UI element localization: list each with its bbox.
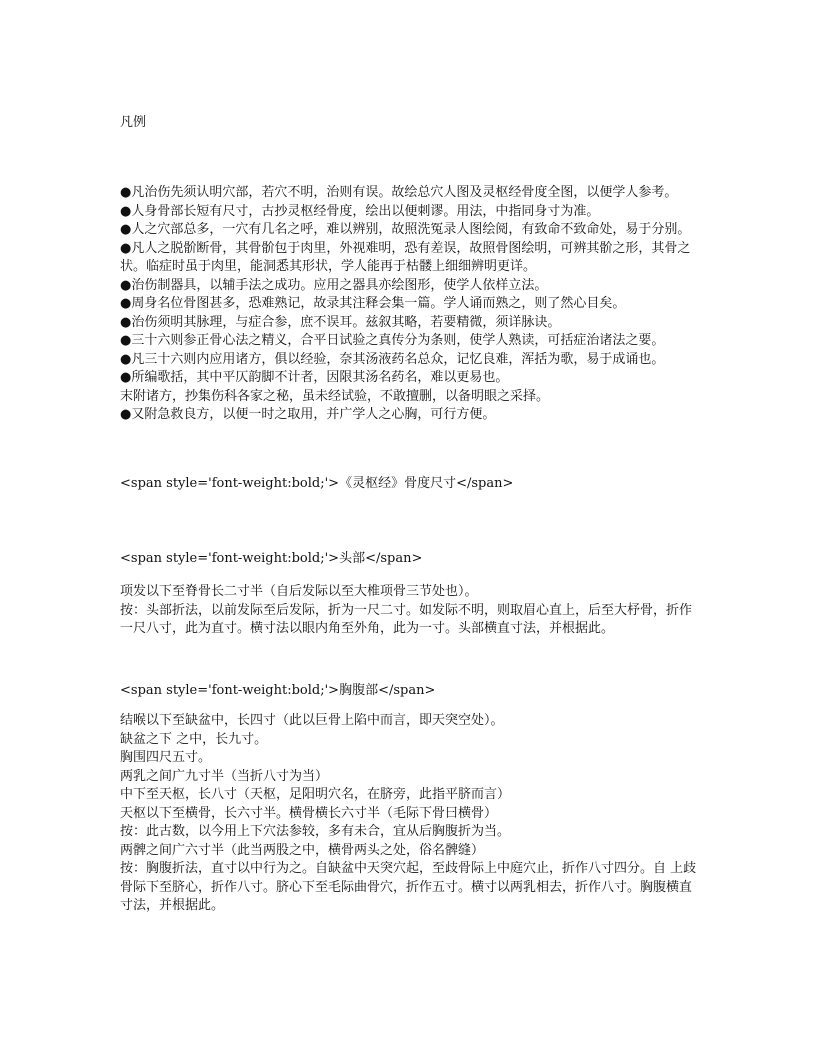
rules-list [120,184,700,425]
rule-item: ●凡三十六则内应用诸方，俱以经验，奈其汤液药名总众，记忆良难，浑括为歌，易于成诵也。 [120,351,665,367]
paragraph: 中下至天枢，长八寸（天枢，足阳明穴名，在脐旁，此指平脐而言） [120,787,511,802]
section-body-chest-abdomen [120,712,700,916]
paragraph: 胸围四尺五寸。 [120,750,212,765]
rule-item: ●凡治伤先须认明穴部，若穴不明，治则有误。故绘总穴人图及灵枢经骨度全图，以便学人参考。 [120,185,678,200]
rule-item: ●凡人之脱骱断骨，其骨骱包于肉里，外视难明，恐有差误，故照骨图绘明，可辨其骱之形，其骨之状。临症时虽于肉里，能洞悉其形状，学人能再于枯髅上细细辨明更详。 [120,240,691,274]
rule-item: ●所编歌括，其中平仄韵脚不计者，因限其汤名药名，难以更易也。 [120,370,509,385]
paragraph: 缺盆之下 之中，长九寸。 [120,731,268,747]
paragraph: 两乳之间广九寸半（当折八寸为当） [120,768,329,784]
paragraph: 按：胸腹折法，直寸以中行为之。自缺盆中天突穴起，至歧骨际上中庭穴止，折作八寸四分。自 上歧骨际下至脐心，折作八寸。脐心下至毛际曲骨穴，折作五寸。横寸以两乳相去，折作八寸。胸腹横直寸法，并根据此。 [120,861,697,913]
section-heading-chest-abdomen: <span style='font-weight:bold;'>胸腹部</span> [120,683,436,698]
rule-item: ●治伤制器具，以辅手法之成功。应用之器具亦绘图形，使学人依样立法。 [120,277,548,293]
paragraph: 按：此古数，以今用上下穴法参较，多有未合，宜从后胸腹折为当。 [120,824,511,839]
rule-item: ●又附急救良方，以便一时之取用，并广学人之心胸，可行方便。 [120,407,496,422]
rule-item: ●三十六则参正骨心法之精义，合平日试验之真传分为条则，使学人熟读，可括症治诸法之要。 [120,333,665,348]
paragraph: 按：头部折法，以前发际至后发际，折为一尺二寸。如发际不明，则取眉心直上，后至大杼骨，折作一尺八寸，此为直寸。横寸法以眼内角至外角，此为一寸。头部横直寸法，并根据此。 [120,602,693,636]
rule-item: ●治伤须明其脉理，与症合参，庶不误耳。兹叙其略，若要精微，须详脉诀。 [120,314,561,330]
section-heading-bone-measure: <span style='font-weight:bold;'>《灵枢经》骨度尺寸</span> [120,476,514,491]
page-title: 凡例 [120,115,147,130]
rule-item: ●人之穴部总多，一穴有几名之呼，难以辨别，故照洗冤录人图绘阅，有致命不致命处，易于分别。 [120,222,691,237]
rule-item: ●人身骨部长短有尺寸，古抄灵枢经骨度，绘出以便刺谬。用法，中指同身寸为准。 [120,203,600,219]
paragraph: 天枢以下至横骨，长六寸半。横骨横长六寸半（毛际下骨曰横骨） [120,805,498,821]
appendix-note: 末附诸方，抄集伤科各家之秘，虽未经试验，不敢擅删，以备明眼之采择。 [120,388,550,404]
paragraph: 结喉以下至缺盆中，长四寸（此以巨骨上陷中而言，即天突空处）。 [120,713,504,728]
paragraph: 项发以下至脊骨长二寸半（自后发际以至大椎项骨三节处也）。 [120,584,478,599]
section-body-head [120,583,700,639]
paragraph: 两髀之间广六寸半（此当两股之中，横骨两头之处，俗名髀缝） [120,842,485,858]
rule-item: ●周身名位骨图甚多，恐难熟记，故录其注释会集一篇。学人诵而熟之，则了然心目矣。 [120,296,626,311]
section-heading-head: <span style='font-weight:bold;'>头部</span> [120,551,423,566]
